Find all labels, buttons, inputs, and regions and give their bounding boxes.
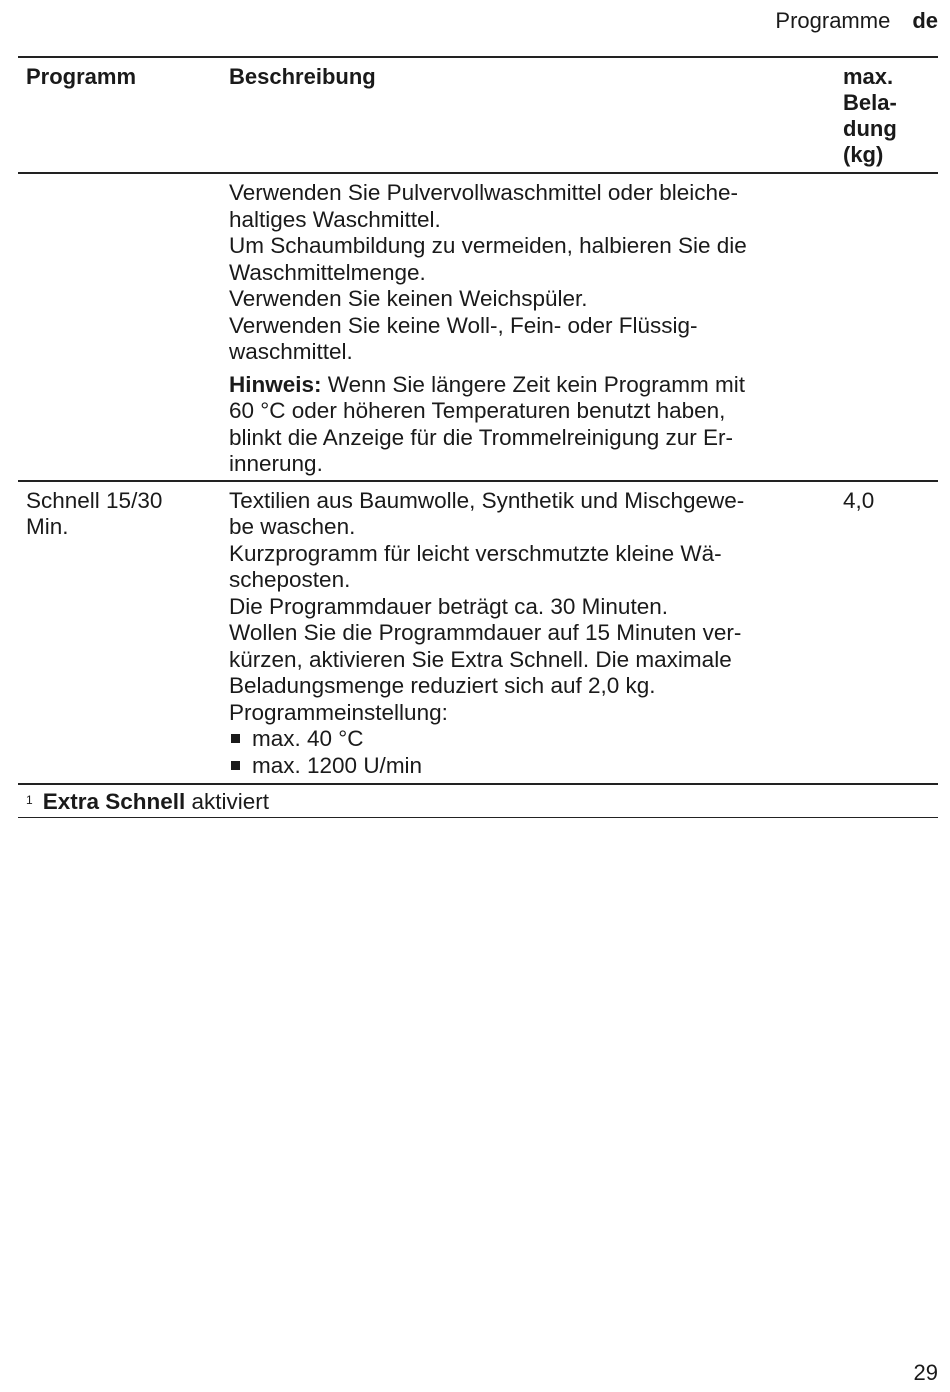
program-name-line: Schnell 15/30 (26, 487, 163, 513)
list-item (229, 726, 833, 753)
note-line: 60 °C oder höheren Temperaturen benutzt haben, (229, 398, 726, 423)
header-programm: Programm (26, 64, 137, 89)
list-item (229, 753, 833, 780)
description-line: Waschmittelmenge. (229, 259, 426, 285)
load-cell (837, 174, 938, 480)
page-number: 29 (913, 1360, 938, 1385)
description-cell (223, 482, 837, 784)
description-line: waschmittel. (229, 339, 353, 364)
description-line: Wollen Sie die Programmdauer auf 15 Minuten ver- (229, 620, 742, 645)
program-table (18, 56, 938, 818)
header-beladung-line: dung (843, 116, 897, 141)
note-line (229, 372, 833, 399)
footnote-text: aktiviert (185, 789, 270, 814)
language-code: de (912, 8, 938, 33)
description-line: kürzen, aktivieren Sie Extra Schnell. Die maximale (229, 646, 732, 672)
note-line: innerung. (229, 451, 323, 476)
description-line: Beladungsmenge reduziert sich auf 2,0 kg. (229, 673, 656, 698)
header-beladung (837, 58, 938, 172)
description-line: scheposten. (229, 567, 351, 592)
program-cell (18, 174, 223, 480)
bullet-square-icon (231, 734, 240, 743)
description-line: Kurzprogramm für leicht verschmutzte kleine Wä- (229, 540, 722, 566)
table-row (18, 174, 938, 482)
footnote-marker: 1 (26, 793, 33, 807)
footnote-row (18, 785, 938, 818)
bullet-text: max. 40 °C (252, 726, 364, 751)
description-line: Programmeinstellung: (229, 699, 448, 725)
note-text: Wenn Sie längere Zeit kein Programm mit (321, 371, 746, 397)
load-cell: 4,0 (843, 487, 875, 513)
description-line: Verwenden Sie Pulvervollwaschmittel oder bleiche- (229, 180, 739, 205)
page-header (775, 8, 938, 34)
program-name-line: Min. (26, 514, 69, 539)
description-line: be waschen. (229, 514, 356, 539)
header-beladung-line: max. (843, 64, 894, 89)
section-title: Programme (775, 8, 891, 33)
table-header-row (18, 58, 938, 174)
header-beladung-line: (kg) (843, 142, 884, 167)
description-line: haltiges Waschmittel. (229, 206, 441, 232)
table-row (18, 482, 938, 786)
header-beladung-line: Bela- (843, 90, 897, 115)
description-line: Verwenden Sie keinen Weichspüler. (229, 286, 588, 311)
description-line: Textilien aus Baumwolle, Synthetik und Mischgewe- (229, 487, 745, 513)
description-line: Die Programmdauer beträgt ca. 30 Minuten. (229, 593, 668, 619)
bullet-text: max. 1200 U/min (252, 752, 423, 778)
description-cell (223, 174, 837, 480)
note-line: blinkt die Anzeige für die Trommelreinigung zur Er- (229, 424, 733, 450)
footnote-bold: Extra Schnell (42, 789, 186, 814)
bullet-square-icon (231, 761, 240, 770)
description-line: Verwenden Sie keine Woll-, Fein- oder Flüssig- (229, 312, 698, 338)
note-label: Hinweis: (229, 371, 322, 397)
header-beschreibung: Beschreibung (229, 64, 376, 89)
footnote (18, 785, 277, 817)
description-line: Um Schaumbildung zu vermeiden, halbieren Sie die (229, 233, 747, 258)
program-cell (18, 482, 223, 784)
